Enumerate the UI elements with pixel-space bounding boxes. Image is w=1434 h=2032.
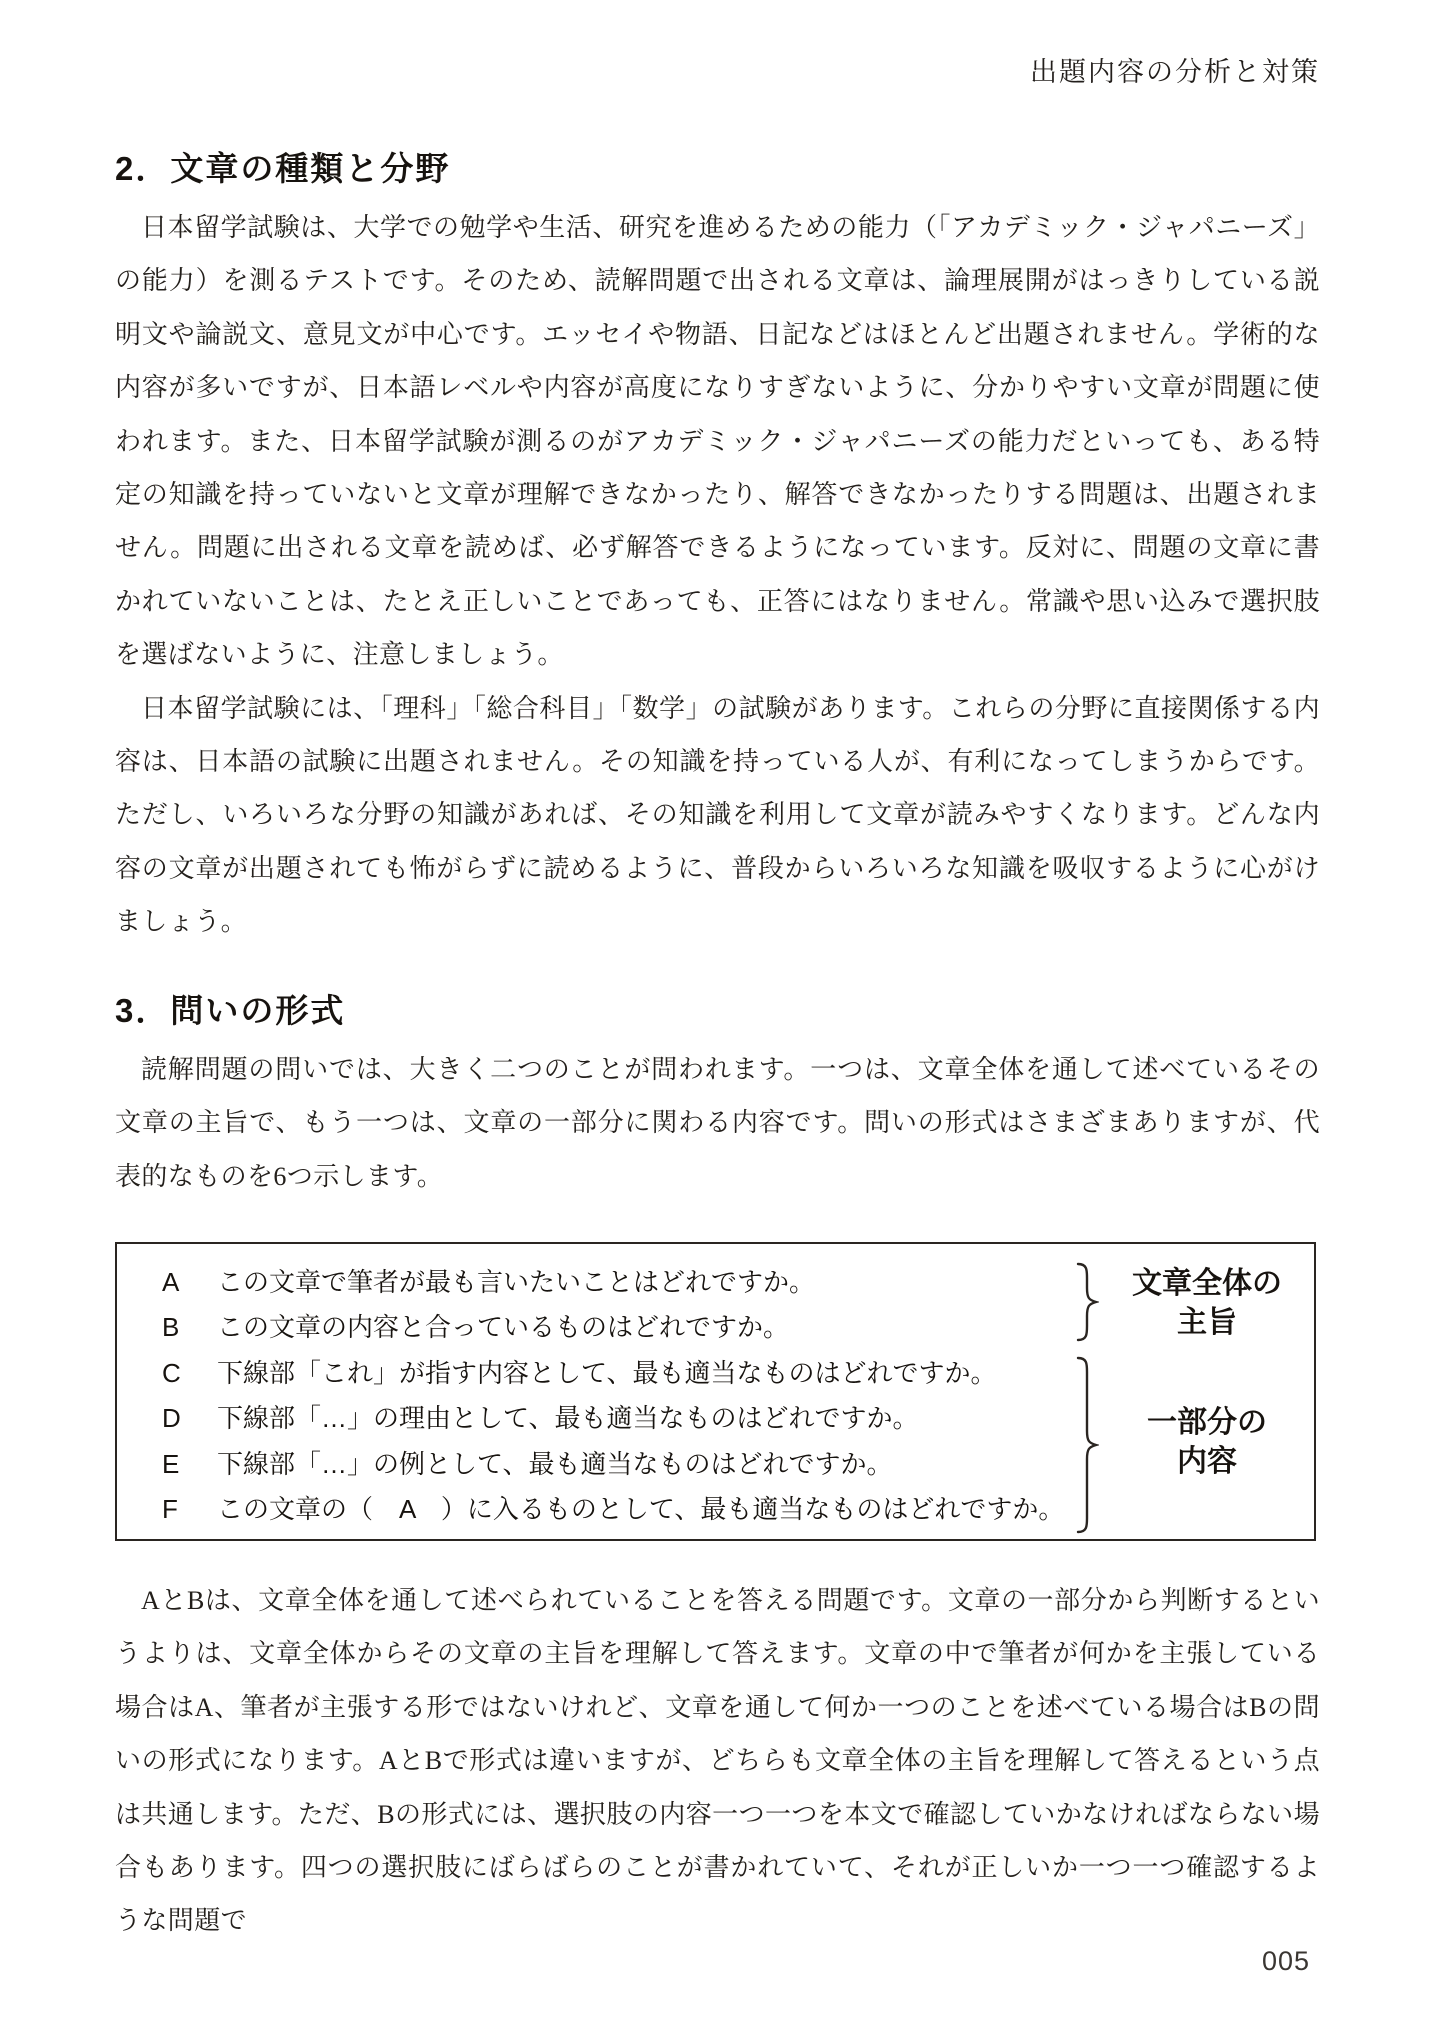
running-header: 出題内容の分析と対策 <box>1030 57 1320 87</box>
item-letter: B <box>162 1312 180 1343</box>
section-2-title: 2．文章の種類と分野 <box>115 150 451 187</box>
group-label-part-content <box>1102 1403 1312 1481</box>
section-3-title: 3．問いの形式 <box>115 991 346 1029</box>
list-item <box>162 1305 1062 1351</box>
group-label-line: 主旨 <box>1177 1305 1237 1339</box>
item-text: この文章で筆者が最も言いたいことはどれですか。 <box>217 1266 816 1297</box>
page-content <box>115 0 1320 1948</box>
list-item <box>162 1396 1062 1442</box>
item-letter: E <box>162 1448 180 1479</box>
brace-icon <box>1075 1356 1099 1539</box>
group-label-line: 文章全体の <box>1132 1266 1282 1300</box>
section-3-intro: 読解問題の問いでは、大きく二つのことが問われます。一つは、文章全体を通して述べているその文章の主旨で、もう一つは、文章の一部分に関わる内容です。問いの形式はさまざまありますが、代表的なものを6つ示します。 <box>115 1054 1320 1191</box>
section-2-paragraph-2: 日本留学試験には、「理科」「総合科目」「数学」の試験があります。これらの分野に直接関係する内容は、日本語の試験に出題されません。その知識を持っている人が、有利になってしまうからです。ただし、いろいろな分野の知識があれば、その知識を利用して文章が読みやすくなります。どんな内容の文章が出題されても怖がらずに読めるように、普段からいろいろな知識を吸収するように心がけましょう。 <box>115 693 1320 937</box>
list-item <box>162 1487 1065 1533</box>
item-text: 下線部「…」の例として、最も適当なものはどれですか。 <box>217 1448 893 1479</box>
list-item <box>162 1442 1062 1488</box>
item-text: この文章の（ A ）に入るものとして、最も適当なものはどれですか。 <box>217 1494 1065 1525</box>
item-letter: F <box>162 1494 178 1525</box>
list-item <box>162 1351 1062 1397</box>
group-label-line: 内容 <box>1177 1444 1237 1478</box>
group-label-whole-text <box>1102 1264 1312 1342</box>
item-letter: A <box>162 1266 180 1297</box>
list-item <box>162 1260 1062 1306</box>
item-letter: C <box>162 1357 181 1388</box>
section-2-paragraph-1: 日本留学試験は、大学での勉学や生活、研究を進めるための能力（「アカデミック・ジャパニーズ」の能力）を測るテストです。そのため、読解問題で出される文章は、論理展開がはっきりしている説明文や論説文、意見文が中心です。エッセイや物語、日記などはほとんど出題されません。学術的な内容が多いですが、日本語レベルや内容が高度になりすぎないように、分かりやすい文章が問題に使われます。また、日本留学試験が測るのがアカデミック・ジャパニーズの能力だといっても、ある特定の知識を持っていないと文章が理解できなかったり、解答できなかったりする問題は、出題されません。問題に出される文章を読めば、必ず解答できるようになっています。反対に、問題の文章に書かれていないことは、たとえ正しいことであっても、正答にはなりません。常識や思い込みで選択肢を選ばないように、注意しましょう。 <box>115 213 1320 670</box>
brace-icon <box>1075 1262 1099 1347</box>
item-text: 下線部「これ」が指す内容として、最も適当なものはどれですか。 <box>217 1357 997 1388</box>
item-text: 下線部「…」の理由として、最も適当なものはどれですか。 <box>217 1403 919 1434</box>
item-letter: D <box>162 1403 181 1434</box>
question-format-list <box>162 1260 1065 1533</box>
group-label-line: 一部分の <box>1147 1405 1267 1439</box>
item-text: この文章の内容と合っているものはどれですか。 <box>217 1312 790 1343</box>
question-format-box <box>115 1242 1316 1541</box>
page-number: 005 <box>1261 1946 1310 1976</box>
section-3-paragraph: AとBは、文章全体を通して述べられていることを答える問題です。文章の一部分から判断するというよりは、文章全体からその文章の主旨を理解して答えます。文章の中で筆者が何かを主張している場合はA、筆者が主張する形ではないけれど、文章を通して何か一つのことを述べている場合はBの問いの形式になります。AとBで形式は違いますが、どちらも文章全体の主旨を理解して答えるという点は共通します。ただ、Bの形式には、選択肢の内容一つ一つを本文で確認していかなければならない場合もあります。四つの選択肢にばらばらのことが書かれていて、それが正しいか一つ一つ確認するような問題で <box>115 1585 1320 1936</box>
